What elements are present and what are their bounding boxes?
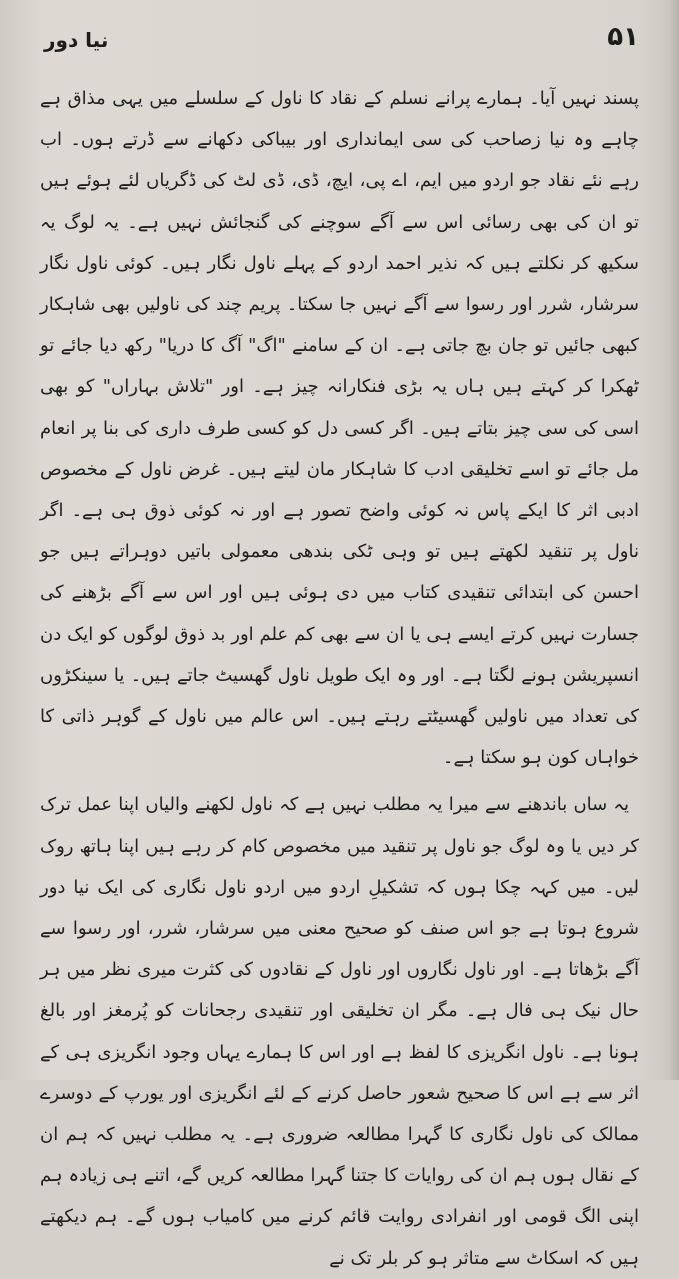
paragraph-2: یہ ساں باندھنے سے میرا یہ مطلب نہیں ہے کہ ناول لکھنے والیاں اپنا عمل ترک کر دیں یا وہ لوگ جو ناول پر تنقید میں مخصوص کام کر رہے ہیں اپنا ہاتھ روک لیں۔ میں کہہ چکا ہوں کہ تشکیلِ اردو میں اردو ناول نگاری کی ایک نیا دور شروع ہوتا ہے جو اس صنف کو صحیح معنی میں سرشار، شرر، اور رسوا سے آگے بڑھاتا ہے۔ اور ناول نگاروں اور ناول کے نقادوں کی کثرت میری نظر میں ہر حال نیک ہی فال ہے۔ مگر ان تخلیقی اور تنقیدی رجحانات کو پُرمغز اور بالغ ہونا ہے۔ ناول انگریزی کا لفظ ہے اور اس کا ہمارے یہاں وجود انگریزی ہی کے اثر سے ہے اس کا صحیح شعور حاصل کرنے کے لئے انگریزی اور یورپ کے دوسرے ممالک کی ناول نگاری کا گہرا مطالعہ ضروری ہے۔ یہ مطلب نہیں کہ ہم ان کے نقال ہوں ہم ان کی روایات کا جتنا گہرا مطالعہ کریں گے، اتنے ہی زیادہ ہم اپنی الگ قومی اور انفرادی روایت قائم کرنے میں کامیاب ہوں گے۔ ہم دیکھتے ہیں کہ اسکاٹ سے متاثر ہو کر بلر تک نے	[40, 794, 639, 1269]
paragraph-1: پسند نہیں آیا۔ ہمارے پرانے نسلم کے نقاد کا ناول کے سلسلے میں یہی مذاق ہے چاہے وہ نیا زصاحب کی سی ایمانداری اور بیباکی دکھانے سے ڈرتے ہوں۔ اب رہے نئے نقاد جو اردو میں ایم، اے پی، ایچ، ڈی، ڈی لٹ کی ڈگریاں لئے ہوئے ہیں تو ان کی بھی رسائی اس سے آگے سوچنے کی گنجائش نہیں ہے۔ یہ لوگ یہ سکیھ کر نکلتے ہیں کہ نذیر احمد اردو کے پہلے ناول نگار ہیں۔ کوئی ناول نگار سرشار، شرر اور رسوا سے آگے نہیں جا سکتا۔ پریم چند کی ناولیں بھی شاہکار کبھی جائیں تو جان بچ جاتی ہے۔ ان کے سامنے "اگ" آگ کا دریا" رکھ دیا جائے تو ٹھکرا کر کہتے ہیں ہاں یہ بڑی فنکارانہ چیز ہے۔ اور "تلاش بہاراں" کو بھی اسی کی سی چیز بتاتے ہیں۔ اگر کسی دل کو کسی طرف داری کی بنا پر انعام مل جائے تو اسے تخلیقی ادب کا شاہکار مان لیتے ہیں۔ غرض ناول کے مخصوص ادبی اثر کا ایکے پاس نہ کوئی واضح تصور ہے اور نہ کوئی ذوق ہی ہے۔ اگر ناول پر تنقید لکھتے ہیں تو وہی ٹکی بندھی معمولی باتیں دوہراتے ہیں جو احسن کی ابتدائی تنقیدی کتاب میں دی ہوئی ہیں اور اس سے آگے بڑھنے کی جسارت نہیں کرتے ایسے ہی یا ان سے بھی کم علم اور بد ذوق لوگوں کو ایک دن انسپریشن ہونے لگتا ہے۔ اور وہ ایک طویل ناول گھسیٹ جاتے ہیں۔ یا سینکڑوں کی تعداد میں ناولیں گھسیٹتے رہتے ہیں۔ اس عالم میں ناول کے گوہر ذاتی کا خواہاں کون ہو سکتا ہے۔	[40, 88, 639, 769]
page-edge-shadow	[669, 0, 679, 1080]
body-text	[40, 78, 639, 1279]
page-header	[44, 22, 639, 62]
running-head: نیا دور	[44, 28, 109, 52]
page-number: ۵۱	[607, 22, 639, 52]
